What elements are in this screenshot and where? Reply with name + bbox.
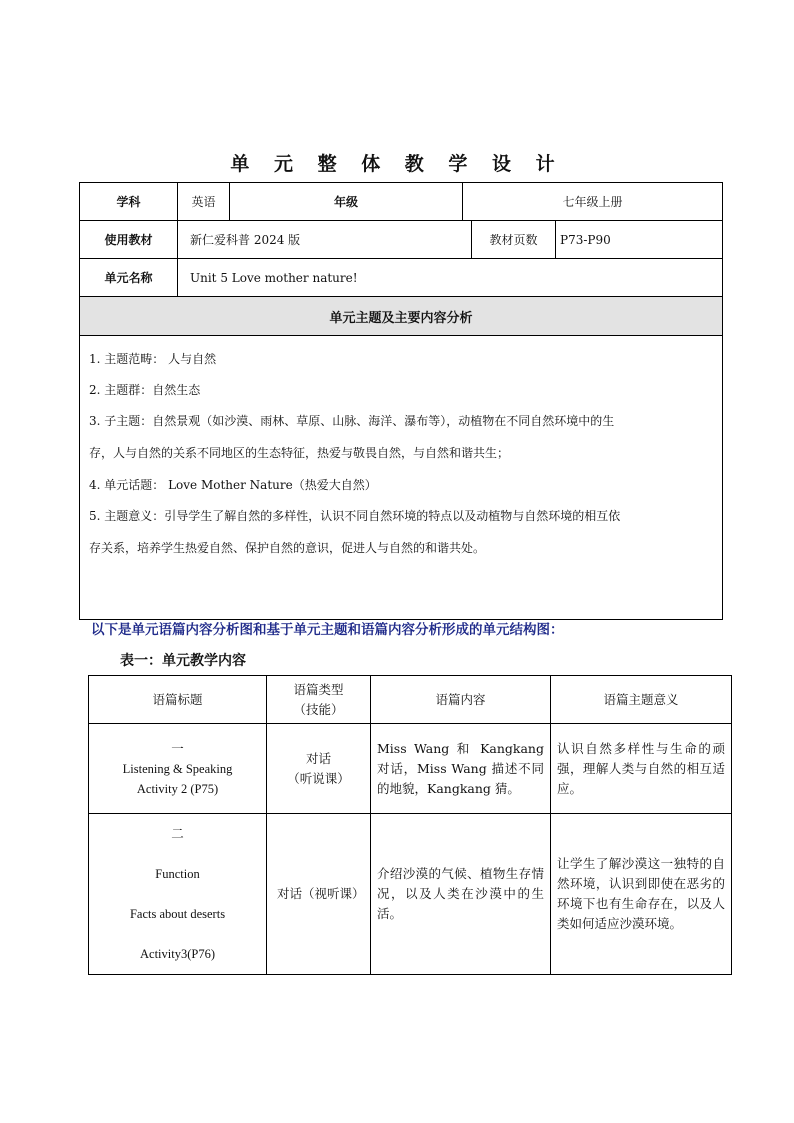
unit-info-table [79, 182, 723, 620]
row2-meaning: 让学生了解沙漠这一独特的自然环境，认识到即使在恶劣的环境下也有生命存在，以及人类如何适应沙漠环境。 [551, 814, 732, 975]
table-title: 表一：单元教学内容 [120, 653, 246, 669]
row1-type: 对话 （听说课） [267, 724, 371, 814]
analysis-line-2: 2. 主题群：自然生态 [89, 383, 201, 397]
header-title: 语篇标题 [89, 676, 267, 724]
unit-label: 单元名称 [80, 259, 178, 297]
textbook-label: 使用教材 [80, 221, 178, 259]
content-header-row [89, 676, 732, 724]
content-table [88, 675, 732, 975]
analysis-body-row [80, 336, 723, 620]
analysis-line-1: 1. 主题范畴： 人与自然 [89, 352, 217, 366]
row2-content: 介绍沙漠的气候、植物生存情况，以及人类在沙漠中的生活。 [371, 814, 551, 975]
pages-value: P73-P90 [556, 221, 723, 259]
row1-title: 一 Listening & Speaking Activity 2 (P75) [89, 724, 267, 814]
subject-row [80, 183, 723, 221]
structure-intro: 以下是单元语篇内容分析图和基于单元主题和语篇内容分析形成的单元结构图： [91, 622, 564, 638]
row2-title: 二 Function Facts about deserts Activity3(P76) [89, 814, 267, 975]
analysis-line-3: 3. 子主题：自然景观（如沙漠、雨林、草原、山脉、海洋、瀑布等），动植物在不同自然环境中的生 [89, 414, 615, 428]
subject-label: 学科 [80, 183, 178, 221]
subject-value: 英语 [178, 183, 230, 221]
analysis-header-row [80, 297, 723, 336]
analysis-line-4: 4. 单元话题： Love Mother Nature（热爱大自然） [89, 478, 377, 492]
analysis-header: 单元主题及主要内容分析 [80, 297, 723, 336]
grade-value: 七年级上册 [463, 183, 723, 221]
analysis-body [80, 336, 723, 620]
textbook-value: 新仁爱科普 2024 版 [178, 221, 472, 259]
grade-label: 年级 [230, 183, 463, 221]
table-row [89, 724, 732, 814]
header-meaning: 语篇主题意义 [551, 676, 732, 724]
analysis-line-3-cont: 存，人与自然的关系不同地区的生态特征，热爱与敬畏自然，与自然和谐共生； [89, 446, 510, 460]
pages-label: 教材页数 [472, 221, 556, 259]
row2-type: 对话（视听课） [267, 814, 371, 975]
analysis-line-5-cont: 存关系，培养学生热爱自然、保护自然的意识，促进人与自然的和谐共处。 [89, 541, 486, 555]
header-content: 语篇内容 [371, 676, 551, 724]
unit-value: Unit 5 Love mother nature! [178, 259, 723, 297]
unit-row [80, 259, 723, 297]
row1-meaning: 认识自然多样性与生命的顽强，理解人类与自然的相互适应。 [551, 724, 732, 814]
analysis-line-5: 5. 主题意义：引导学生了解自然的多样性，认识不同自然环境的特点以及动植物与自然环境的相互依 [89, 509, 621, 523]
textbook-row [80, 221, 723, 259]
header-type: 语篇类型 （技能） [267, 676, 371, 724]
page-title: 单 元 整 体 教 学 设 计 [230, 153, 564, 175]
row1-content: Miss Wang 和 Kangkang 对话，Miss Wang 描述不同的地貌，Kangkang 猜。 [371, 724, 551, 814]
table-row [89, 814, 732, 975]
